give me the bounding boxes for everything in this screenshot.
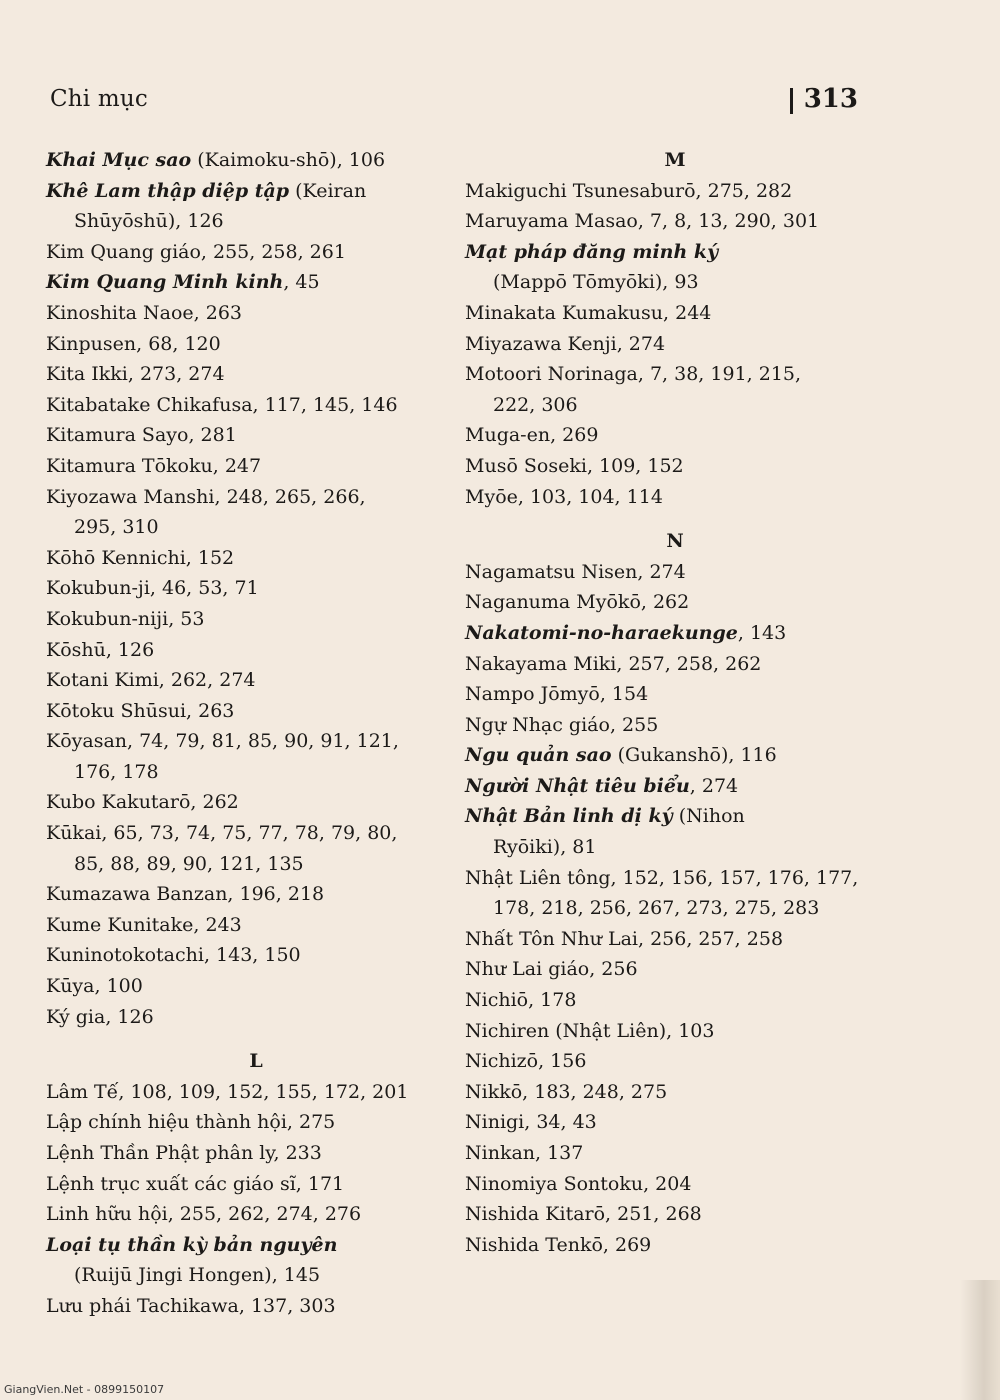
index-entry-text: Kūkai, 65, 73, 74, 75, 77, 78, 79, 80, <box>46 822 398 845</box>
watermark: GiangVien.Net - 0899150107 <box>4 1383 165 1396</box>
index-entry <box>465 1077 885 1108</box>
index-letter-heading: L <box>249 1050 263 1073</box>
index-entry <box>465 740 885 771</box>
index-entry-text: (Kaimoku-shō), 106 <box>191 149 386 171</box>
index-letter-heading: M <box>664 149 686 171</box>
index-entry-text: Myōe, 103, 104, 114 <box>465 485 663 508</box>
index-entry <box>46 1138 466 1169</box>
index-entry <box>465 985 885 1016</box>
index-entry-text: Nichiō, 178 <box>465 989 577 1012</box>
index-entry-text: Kitamura Tōkoku, 247 <box>46 454 262 477</box>
index-entry <box>465 618 885 649</box>
index-entry <box>465 329 885 360</box>
index-entry <box>465 710 885 741</box>
page-number <box>804 84 858 114</box>
index-entry-text: Kita Ikki, 273, 274 <box>46 363 225 386</box>
index-entry-text: Nichiren (Nhật Liên), 103 <box>465 1019 715 1042</box>
index-entry-text: (Keiran <box>289 179 367 202</box>
index-entry-continuation: (Mappō Tōmyōki), 93 <box>493 271 699 294</box>
index-entry <box>46 1199 466 1230</box>
index-entry <box>465 587 885 618</box>
index-entry-text: Ninomiya Sontoku, 204 <box>465 1172 692 1195</box>
index-entry-text: Miyazawa Kenji, 274 <box>465 332 666 355</box>
index-entry <box>465 1230 885 1261</box>
index-entry-title: Khê Lam thập diệp tập <box>46 179 290 202</box>
index-entry-text: , 143 <box>737 621 787 644</box>
index-entry <box>46 482 466 543</box>
index-entry-text: , 45 <box>283 271 320 294</box>
index-entry <box>46 910 466 941</box>
index-entry <box>46 267 466 298</box>
index-entry-text: Kūya, 100 <box>46 975 143 998</box>
index-entry-continuation: 176, 178 <box>74 760 159 783</box>
index-entry <box>46 451 466 482</box>
index-entry-text: Kiyozawa Manshi, 248, 265, 266, <box>46 485 366 508</box>
index-entry-text: Kōtoku Shūsui, 263 <box>46 699 235 722</box>
index-entry <box>46 604 466 635</box>
index-entry-text: Maruyama Masao, 7, 8, 13, 290, 301 <box>465 210 820 233</box>
index-entry-title: Kim Quang Minh kinh <box>46 271 284 294</box>
index-entry <box>465 771 885 802</box>
index-entry <box>46 1107 466 1138</box>
index-entry-text: , 274 <box>689 774 739 797</box>
index-entry <box>465 206 885 237</box>
index-entry <box>46 696 466 727</box>
index-entry-title: Người Nhật tiêu biểu <box>465 774 690 797</box>
index-entry <box>465 176 885 207</box>
index-entry <box>465 298 885 329</box>
index-entry-text: Kim Quang giáo, 255, 258, 261 <box>46 240 346 263</box>
index-entry-text: Kubo Kakutarō, 262 <box>46 791 239 814</box>
index-entry-text: Motoori Norinaga, 7, 38, 191, 215, <box>465 363 802 386</box>
index-column-left <box>46 145 466 1322</box>
index-entry-text: Nishida Tenkō, 269 <box>465 1233 652 1256</box>
index-entry <box>465 1016 885 1047</box>
index-entry <box>465 954 885 985</box>
section-gap <box>46 1032 466 1046</box>
index-entry <box>46 726 466 787</box>
index-entry-text: Kuninotokotachi, 143, 150 <box>46 944 301 967</box>
index-entry-text: Lệnh Thần Phật phân ly, 233 <box>46 1142 322 1164</box>
index-entry <box>46 1002 466 1033</box>
index-entry-text: Kumazawa Banzan, 196, 218 <box>46 883 325 906</box>
index-entry <box>46 298 466 329</box>
index-entry <box>46 237 466 268</box>
index-entry-text: Kokubun-ji, 46, 53, 71 <box>46 577 259 600</box>
index-entry <box>46 359 466 390</box>
index-entry-text: Kinoshita Naoe, 263 <box>46 301 242 324</box>
index-entry-title: Loại tụ thần kỳ bản nguyên <box>46 1233 338 1256</box>
index-entry-title: Ngu quản sao <box>465 744 612 767</box>
index-entry-text: Kōyasan, 74, 79, 81, 85, 90, 91, 121, <box>46 730 399 753</box>
index-entry-text: Nakayama Miki, 257, 258, 262 <box>465 652 762 675</box>
index-entry <box>465 359 885 420</box>
index-entry-title: Nakatomi-no-haraekunge <box>465 621 738 644</box>
index-entry <box>465 482 885 513</box>
index-entry-text: Nagamatsu Nisen, 274 <box>465 560 686 583</box>
index-entry-text: Naganuma Myōkō, 262 <box>465 591 690 614</box>
index-entry-text: Kume Kunitake, 243 <box>46 913 242 936</box>
index-entry-continuation: Ryōiki), 81 <box>493 836 597 859</box>
index-entry-continuation: 295, 310 <box>74 516 159 539</box>
index-entry-text: Ninigi, 34, 43 <box>465 1111 597 1134</box>
index-entry-text: Như Lai giáo, 256 <box>465 958 638 981</box>
index-entry-text: Ký gia, 126 <box>46 1005 154 1028</box>
index-entry <box>46 1077 466 1108</box>
index-entry <box>465 679 885 710</box>
index-entry <box>46 420 466 451</box>
index-entry-text: Lưu phái Tachikawa, 137, 303 <box>46 1294 336 1317</box>
index-letter-heading: N <box>666 530 684 553</box>
index-entry-text: Ninkan, 137 <box>465 1142 584 1164</box>
index-entry <box>46 329 466 360</box>
index-entry <box>46 390 466 421</box>
index-entry <box>46 787 466 818</box>
index-entry-continuation: (Ruijū Jingi Hongen), 145 <box>74 1264 321 1287</box>
index-entry-text: Muga-en, 269 <box>465 424 599 447</box>
index-entry-title: Mạt pháp đăng minh ký <box>465 240 719 263</box>
index-entry-text: Nishida Kitarō, 251, 268 <box>465 1203 702 1226</box>
index-entry <box>465 924 885 955</box>
index-entry-text: Lập chính hiệu thành hội, 275 <box>46 1111 336 1134</box>
section-gap <box>465 512 885 526</box>
index-entry <box>465 557 885 588</box>
index-entry-text: Nhật Liên tông, 152, 156, 157, 176, 177, <box>465 866 859 889</box>
index-entry-text: Nichizō, 156 <box>465 1050 587 1073</box>
index-entry-text: Kinpusen, 68, 120 <box>46 332 221 355</box>
index-entry-text: (Gukanshō), 116 <box>611 744 777 767</box>
index-entry-text: Lâm Tế, 108, 109, 152, 155, 172, 201 <box>46 1080 409 1103</box>
index-entry-title: Nhật Bản linh dị ký <box>465 805 673 828</box>
index-entry-text: Kōhō Kennichi, 152 <box>46 546 235 569</box>
index-entry <box>465 1199 885 1230</box>
index-entry <box>46 145 466 176</box>
index-entry <box>46 543 466 574</box>
page-curl-shadow <box>960 1280 1000 1400</box>
index-entry <box>46 665 466 696</box>
index-entry-continuation: 222, 306 <box>493 393 578 416</box>
index-entry-text: Kotani Kimi, 262, 274 <box>46 669 256 692</box>
index-entry-text: Nikkō, 183, 248, 275 <box>465 1080 668 1103</box>
index-entry-text: Kitamura Sayo, 281 <box>46 424 237 447</box>
index-entry-text: Kokubun-niji, 53 <box>46 607 205 630</box>
index-entry <box>46 176 466 237</box>
index-entry-text: Nhất Tôn Như Lai, 256, 257, 258 <box>465 927 784 950</box>
index-entry-text: Musō Soseki, 109, 152 <box>465 454 684 477</box>
index-entry <box>465 1138 885 1169</box>
index-entry <box>46 573 466 604</box>
index-entry-title: Khai Mục sao <box>46 149 192 171</box>
index-entry <box>465 863 885 924</box>
index-entry-text: Makiguchi Tsunesaburō, 275, 282 <box>465 179 793 202</box>
index-entry <box>465 451 885 482</box>
running-title: Chi mục <box>50 86 148 112</box>
index-entry-text: Linh hữu hội, 255, 262, 274, 276 <box>46 1203 362 1226</box>
index-entry-continuation: 85, 88, 89, 90, 121, 135 <box>74 852 304 875</box>
index-column-right <box>465 145 885 1260</box>
index-entry <box>465 649 885 680</box>
folio-divider <box>790 88 793 114</box>
index-entry-continuation: Shūyōshū), 126 <box>74 210 224 233</box>
index-entry <box>465 1169 885 1200</box>
index-entry-text: Minakata Kumakusu, 244 <box>465 301 712 324</box>
index-entry <box>46 879 466 910</box>
index-entry-text: Ngự Nhạc giáo, 255 <box>465 713 659 736</box>
index-entry <box>46 1230 466 1291</box>
index-entry-text: Kōshū, 126 <box>46 638 155 661</box>
index-entry-text: Lệnh trục xuất các giáo sĩ, 171 <box>46 1172 345 1195</box>
page-number-text: 313 <box>803 84 858 114</box>
index-entry <box>465 1107 885 1138</box>
index-entry-text: Kitabatake Chikafusa, 117, 145, 146 <box>46 393 398 416</box>
index-entry <box>465 420 885 451</box>
index-entry <box>46 818 466 879</box>
index-entry <box>465 1046 885 1077</box>
index-entry <box>46 1169 466 1200</box>
index-entry <box>46 971 466 1002</box>
index-entry <box>465 801 885 862</box>
index-entry-text: (Nihon <box>672 805 745 828</box>
index-entry <box>465 237 885 298</box>
index-entry <box>46 1291 466 1322</box>
index-entry <box>46 940 466 971</box>
index-entry-continuation: 178, 218, 256, 267, 273, 275, 283 <box>493 897 820 920</box>
index-entry-text: Nampo Jōmyō, 154 <box>465 683 649 706</box>
index-entry <box>46 635 466 666</box>
